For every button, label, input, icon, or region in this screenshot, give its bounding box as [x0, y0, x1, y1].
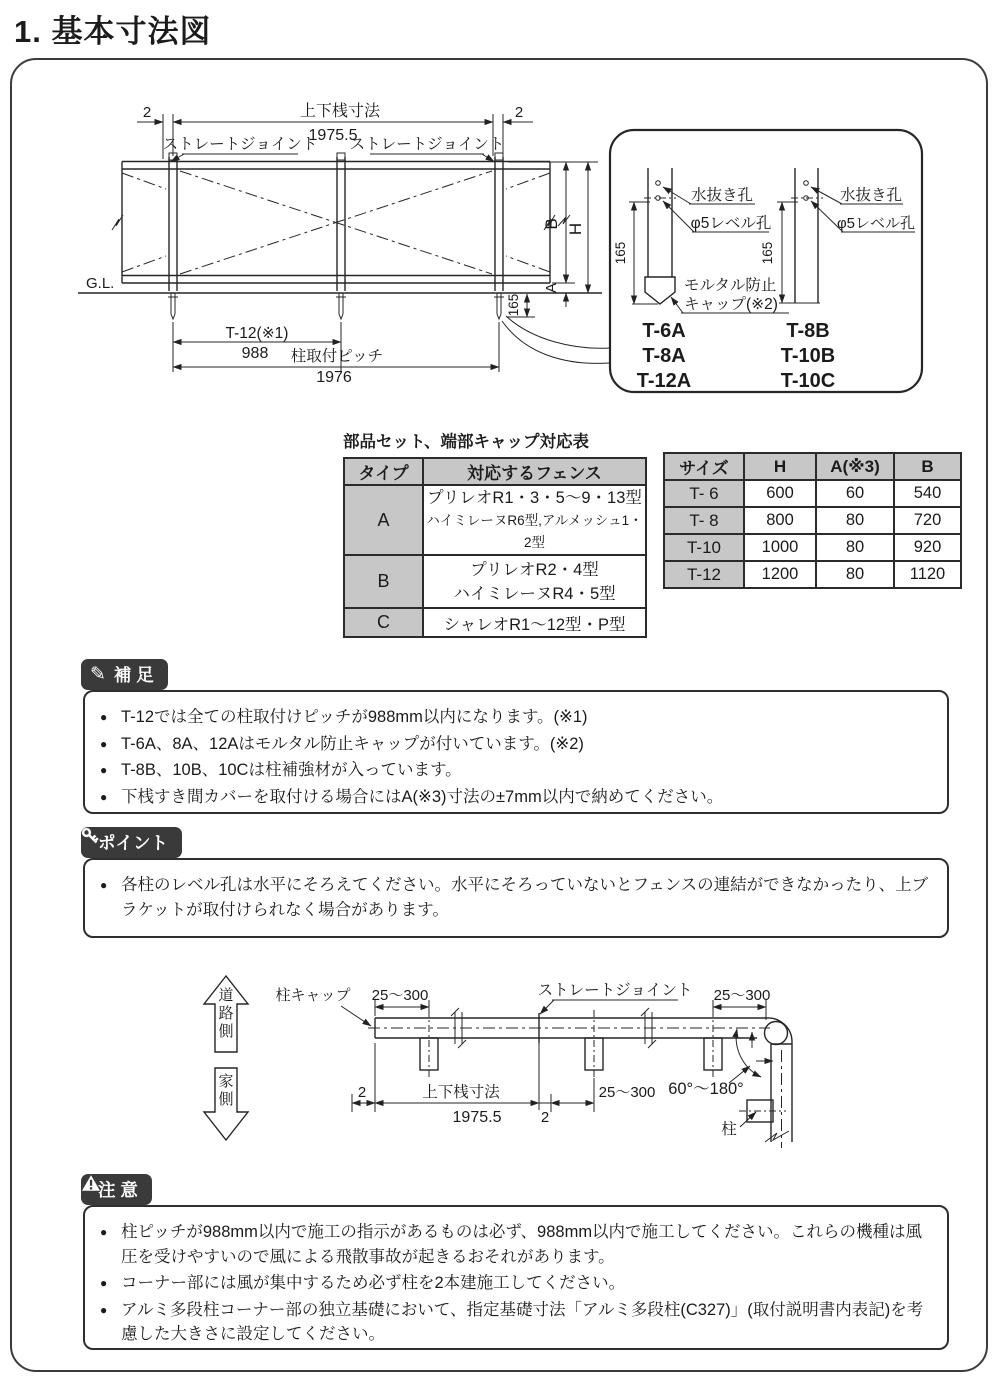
fence-line: ハイミレーヌR6型,アルメッシュ1・2型	[426, 513, 643, 550]
supplement-badge	[81, 659, 168, 690]
joint-label-left: ストレートジョイント	[162, 136, 318, 153]
caution-box	[83, 1205, 949, 1350]
joint-label-right: ストレートジョイント	[349, 136, 505, 153]
note-item: ● T-6A、8A、12Aはモルタル防止キャップが付いています。(※2)	[100, 732, 929, 757]
fence-line: ハイミレーヌR4・5型	[453, 584, 616, 603]
a-cell: 80	[816, 534, 894, 561]
gap-right-dim: 2	[514, 104, 524, 121]
dim-b-label: B	[542, 218, 561, 230]
col-header-fence: 対応するフェンス	[423, 458, 646, 485]
note-item: ● 柱ピッチが988mm以内で施工の指示があるものは必ず、988mm以内で施工してください。これらの機種は風圧を受けやすいので風による飛散事故が起きるおそれがあります。	[100, 1220, 929, 1269]
rail-dim-label: 上下桟寸法	[299, 103, 381, 120]
point-badge	[81, 827, 182, 858]
table-row	[664, 480, 961, 507]
h-cell: 1200	[744, 561, 816, 588]
corner-post-label: 柱	[721, 1121, 737, 1138]
parts-table-title: 部品セット、端部キャップ対応表	[343, 433, 590, 451]
model-t12a: T-12A	[636, 370, 692, 392]
type-cell: C	[344, 608, 423, 637]
col-header-type: タイプ	[344, 458, 423, 485]
size-table-section	[663, 452, 962, 589]
supplement-badge-label: 補 足	[113, 665, 154, 685]
col-header-size: サイズ	[664, 453, 744, 480]
col-header-h: H	[744, 453, 816, 480]
plan-rail-dim-label: 上下桟寸法	[422, 1084, 500, 1101]
h-cell: 1000	[744, 534, 816, 561]
model-t8b: T-8B	[786, 320, 830, 342]
t12-dim-label: T-12(※1)	[225, 325, 289, 342]
b-cell: 540	[894, 480, 961, 507]
size-cell: T-12	[664, 561, 744, 588]
model-t6a: T-6A	[642, 320, 686, 342]
model-t10c: T-10C	[780, 370, 836, 392]
note-item: ● T-8B、10B、10Cは柱補強材が入っています。	[100, 758, 929, 783]
rail-dim-value: 1975.5	[308, 127, 358, 144]
col-header-a: A(※3)	[816, 453, 894, 480]
t12-dim-value: 988	[241, 345, 269, 362]
fence-cell	[423, 485, 646, 555]
angle-range-label: 60°〜180°	[668, 1080, 744, 1098]
table-row	[344, 608, 646, 637]
point-badge-label: ポイント	[98, 833, 168, 853]
plan-diagram	[204, 976, 792, 1148]
drain-hole-label-left: 水抜き孔	[690, 187, 754, 204]
embed-dim: 165	[506, 293, 521, 317]
size-cell: T-10	[664, 534, 744, 561]
table-row	[664, 561, 961, 588]
a-cell: 80	[816, 561, 894, 588]
a-cell: 80	[816, 507, 894, 534]
embed-dim-right: 165	[760, 241, 775, 265]
caution-badge	[81, 1174, 152, 1205]
table-row	[664, 534, 961, 561]
post-detail-panel	[610, 130, 922, 392]
table-row	[344, 555, 646, 608]
model-t10b: T-10B	[780, 345, 836, 367]
road-side-label: 道路側	[218, 987, 234, 1040]
drain-hole-label-right: 水抜き孔	[839, 187, 903, 204]
model-t8a: T-8A	[642, 345, 686, 367]
plan-rail-dim-value: 1975.5	[452, 1109, 502, 1126]
plan-gap-mid: 2	[540, 1109, 550, 1126]
level-hole-label-left: φ5レベル孔	[690, 215, 772, 232]
type-cell: B	[344, 555, 423, 608]
dim-a-label: A	[543, 282, 560, 294]
pitch-dim-value: 1976	[316, 369, 352, 386]
b-cell: 1120	[894, 561, 961, 588]
fence-cell	[423, 555, 646, 608]
pencil-icon: ✎	[90, 664, 106, 685]
gl-label: G.L.	[86, 275, 115, 292]
level-hole-label-right: φ5レベル孔	[836, 215, 916, 232]
col-header-b: B	[894, 453, 961, 480]
gap-left-dim: 2	[142, 104, 152, 121]
note-item: ● T-12では全ての柱取付けピッチが988mm以内になります。(※1)	[100, 705, 929, 730]
parts-cap-table-section	[343, 428, 647, 638]
note-item: ● 下桟すき間カバーを取付ける場合にはA(※3)寸法の±7mm以内で納めてください。	[100, 785, 929, 810]
h-cell: 600	[744, 480, 816, 507]
plan-joint-label: ストレートジョイント	[537, 982, 693, 999]
elevation-diagram	[78, 102, 610, 386]
mortar-cap-label-1: モルタル防止	[684, 277, 777, 294]
b-cell: 920	[894, 534, 961, 561]
page-title: 1. 基本寸法図	[14, 14, 212, 49]
h-cell: 800	[744, 507, 816, 534]
mortar-cap-label-2: キャップ(※2)	[684, 296, 778, 313]
fence-cell: シャレオR1〜12型・P型	[423, 608, 646, 637]
fence-line: プリレオR2・4型	[470, 560, 599, 579]
plan-gap-left: 2	[357, 1084, 367, 1101]
plan-dim2: 25〜300	[713, 987, 771, 1004]
pitch-dim-label: 柱取付ピッチ	[290, 348, 384, 365]
point-box	[83, 858, 949, 938]
supplement-box	[83, 690, 949, 814]
size-table	[663, 452, 962, 589]
caution-badge-label: 注 意	[98, 1180, 138, 1200]
note-item: ● コーナー部には風が集中するため必ず柱を2本建施工してください。	[100, 1271, 929, 1296]
note-item: ● 各柱のレベル孔は水平にそろえてください。水平にそろっていないとフェンスの連結ができなかったり、上ブラケットが取付けられなく場合があります。	[100, 873, 929, 922]
table-row	[344, 485, 646, 555]
b-cell: 720	[894, 507, 961, 534]
a-cell: 60	[816, 480, 894, 507]
house-side-label: 家側	[218, 1073, 234, 1108]
size-cell: T- 8	[664, 507, 744, 534]
dim-h-label: H	[566, 222, 585, 236]
table-row	[664, 507, 961, 534]
size-cell: T- 6	[664, 480, 744, 507]
post-cap-label: 柱キャップ	[275, 987, 351, 1004]
parts-cap-table	[343, 457, 647, 638]
embed-dim-left: 165	[613, 241, 628, 265]
note-item: ● アルミ多段柱コーナー部の独立基礎において、指定基礎寸法「アルミ多段柱(C327)」(取付説明書内表記)を考慮した大きさに設定してください。	[100, 1298, 929, 1347]
type-cell: A	[344, 485, 423, 555]
plan-dim3: 25〜300	[598, 1084, 656, 1101]
fence-line: プリレオR1・3・5〜9・13型	[427, 489, 642, 507]
plan-dim1: 25〜300	[371, 987, 429, 1004]
